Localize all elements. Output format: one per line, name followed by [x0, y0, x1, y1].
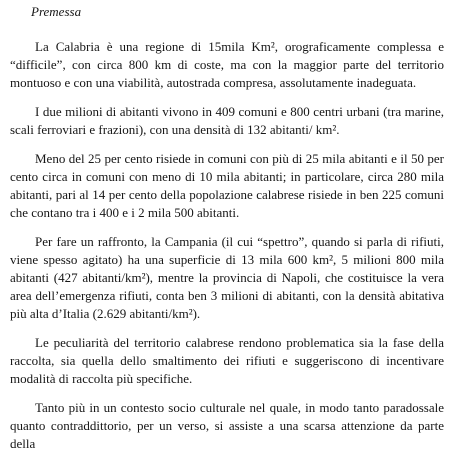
paragraph-3: Meno del 25 per cento risiede in comuni con più di 25 mila abitanti e il 50 per cento circa in comuni con meno di 10 mila abitanti; in particolare, circa 280 mila abitanti, pari al 14 per cento della popolazione calabrese risiede in ben 225 comuni che contano tra i 400 e i 2 mila 500 abitanti.	[10, 151, 444, 220]
paragraph-6: Tanto più in un contesto socio culturale nel quale, in modo tanto paradossale quanto contraddittorio, per un verso, si assiste a una scarsa attenzione da parte della	[10, 400, 444, 451]
paragraph-5: Le peculiarità del territorio calabrese rendono problematica sia la fase della raccolta, sia quella dello smaltimento dei rifiuti e suggeriscono di incentivare modalità di raccolta più specifiche.	[10, 335, 444, 386]
section-heading: Premessa	[31, 4, 82, 19]
paragraph-2: I due milioni di abitanti vivono in 409 comuni e 800 centri urbani (tra marine, scali ferroviari e frazioni), con una densità di 132 abitanti/ km².	[10, 104, 444, 137]
paragraph-4: Per fare un raffronto, la Campania (il cui “spettro”, quando si parla di rifiuti, viene spesso agitato) ha una superficie di 13 mila 600 km², 5 milioni 800 mila abitanti (427 abitanti/km²), mentre la provincia di Napoli, che costituisce la vera area dell’emergenza rifiuti, conta ben 3 milioni di abitanti, con la densità abitativa più alta d’Italia (2.629 abitanti/km²).	[10, 234, 444, 321]
paragraph-1: La Calabria è una regione di 15mila Km², orograficamente complessa e “difficile”, con circa 800 km di coste, ma con la maggior parte del territorio montuoso e con una viabilità, autostrada compresa, assolutamente inadeguata.	[10, 39, 444, 90]
